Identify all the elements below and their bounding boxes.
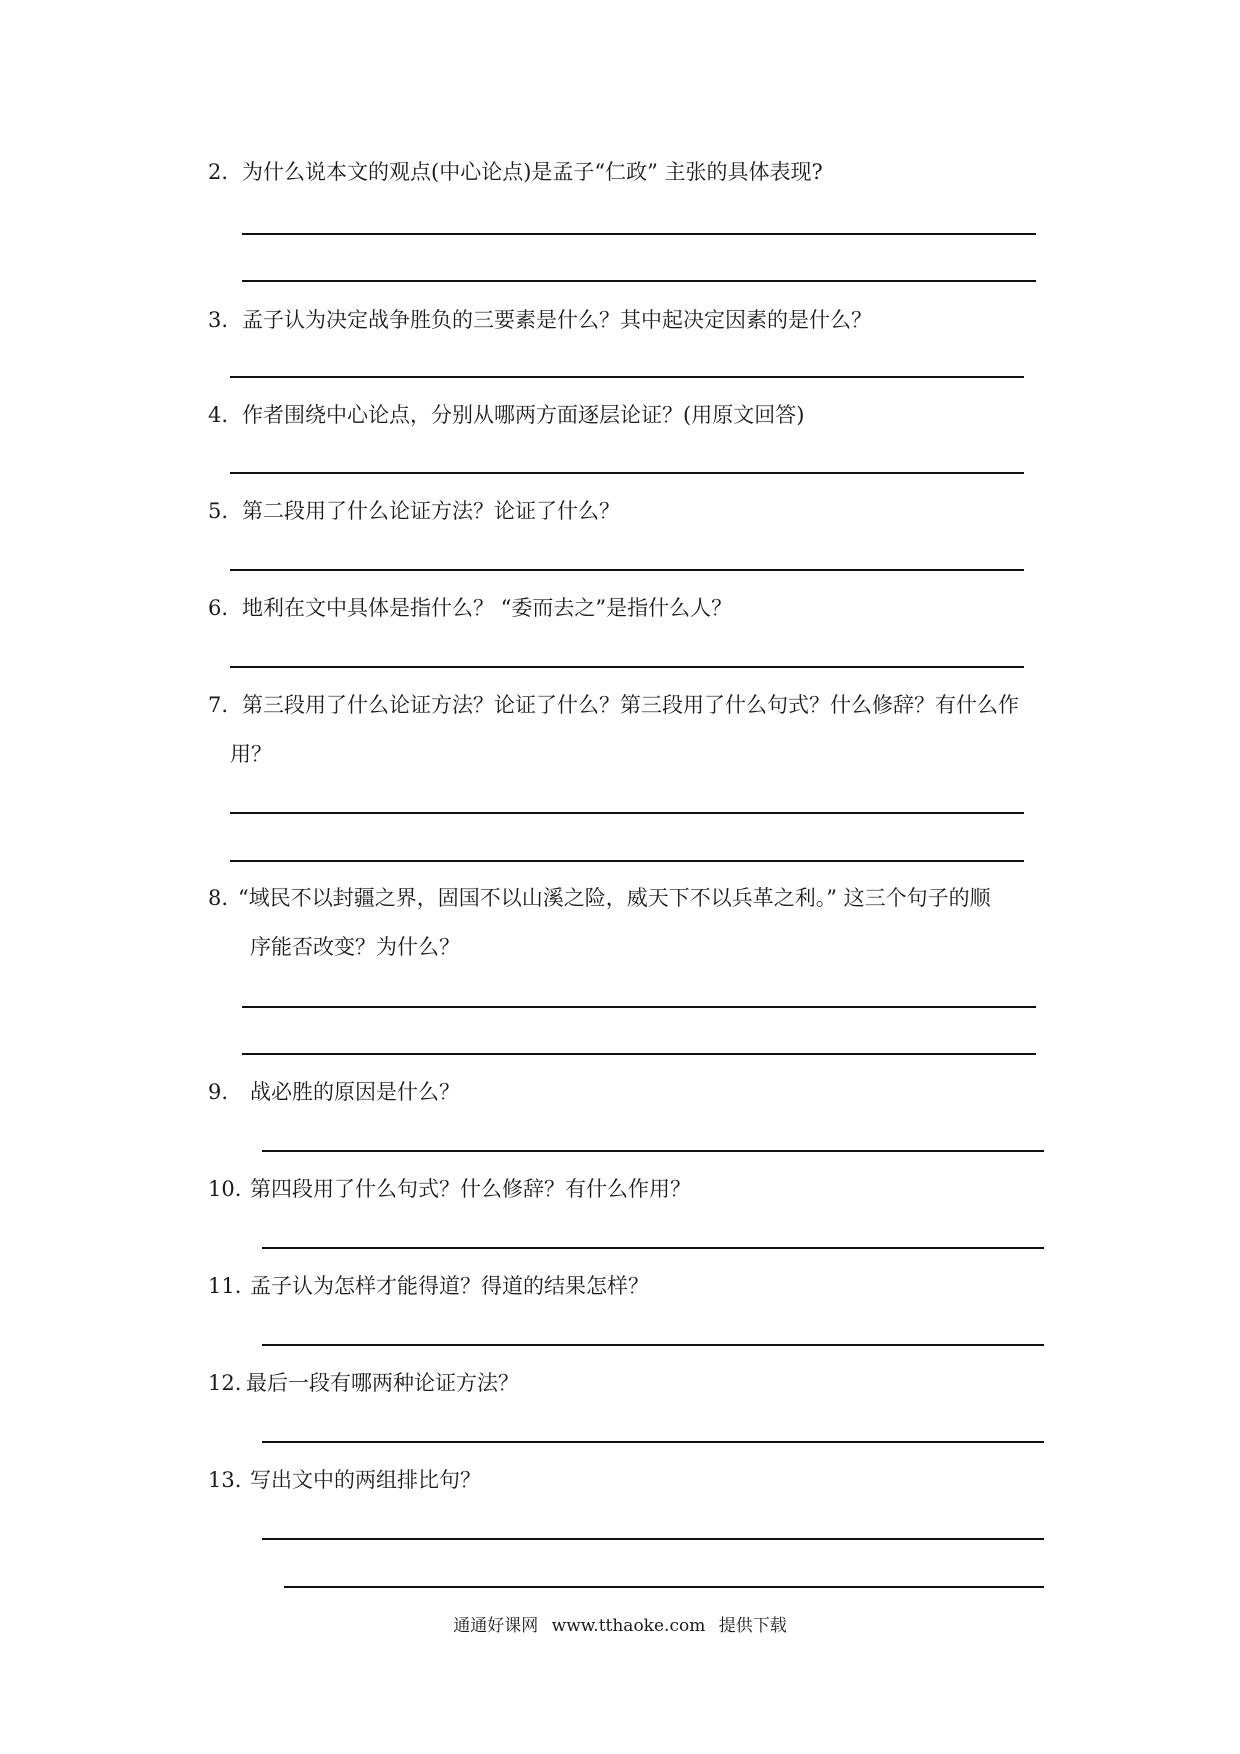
answer-line[interactable]: [242, 1053, 1036, 1055]
answer-line[interactable]: [230, 569, 1024, 571]
answer-line[interactable]: [242, 1006, 1036, 1008]
answer-line[interactable]: [262, 1344, 1044, 1346]
footer-url[interactable]: www.tthaoke.com: [551, 1616, 706, 1636]
answer-line[interactable]: [230, 472, 1024, 474]
answer-line[interactable]: [284, 1586, 1044, 1588]
question-text: 孟子认为决定战争胜负的三要素是什么？其中起决定因素的是什么？: [242, 308, 872, 332]
page-footer: [0, 1611, 1240, 1641]
question-text: 写出文中的两组排比句？: [250, 1468, 481, 1492]
footer-site-name: 通通好课网: [453, 1616, 539, 1636]
question-8: [208, 874, 991, 972]
answer-line[interactable]: [242, 280, 1036, 282]
question-text: 第四段用了什么句式？什么修辞？有什么作用？: [250, 1177, 691, 1201]
question-text: “域民不以封疆之界，固国不以山溪之险，威天下不以兵革之利。” 这三个句子的顺: [238, 886, 991, 910]
question-3: [208, 296, 872, 345]
answer-line[interactable]: [230, 666, 1024, 668]
question-text: 地利在文中具体是指什么？ “委而去之”是指什么人？: [242, 596, 733, 620]
question-number: 13.: [208, 1468, 242, 1492]
answer-line[interactable]: [230, 812, 1024, 814]
question-13: [208, 1456, 481, 1505]
question-10: [208, 1165, 691, 1214]
question-text: 孟子认为怎样才能得道？得道的结果怎样？: [250, 1274, 649, 1298]
question-2: [208, 148, 823, 197]
answer-line[interactable]: [262, 1247, 1044, 1249]
answer-line[interactable]: [262, 1538, 1044, 1540]
footer-suffix: 提供下载: [718, 1616, 787, 1636]
question-12: [208, 1359, 519, 1408]
answer-line[interactable]: [230, 860, 1024, 862]
question-number: 8.: [208, 886, 229, 910]
answer-line[interactable]: [262, 1150, 1044, 1152]
question-text: 第二段用了什么论证方法？论证了什么？: [242, 499, 620, 523]
question-text: 战必胜的原因是什么？: [250, 1080, 460, 1104]
question-number: 9.: [208, 1080, 229, 1104]
question-number: 6.: [208, 596, 229, 620]
question-number: 4.: [208, 403, 229, 427]
question-text-continued: 用？: [230, 742, 272, 766]
question-9: [208, 1068, 460, 1117]
question-7: [208, 681, 1019, 779]
question-6: [208, 584, 732, 633]
question-11: [208, 1262, 649, 1311]
question-number: 12.: [208, 1371, 242, 1395]
question-number: 2.: [208, 160, 229, 184]
answer-line[interactable]: [230, 376, 1024, 378]
question-text: 为什么说本文的观点(中心论点)是孟子“仁政” 主张的具体表现?: [242, 160, 823, 184]
answer-line[interactable]: [242, 233, 1036, 235]
question-number: 11.: [208, 1274, 242, 1298]
question-text-continued: 序能否改变？为什么？: [250, 935, 460, 959]
question-number: 5.: [208, 499, 229, 523]
question-text: 最后一段有哪两种论证方法？: [246, 1371, 519, 1395]
question-5: [208, 487, 620, 536]
answer-line[interactable]: [262, 1441, 1044, 1443]
question-number: 7.: [208, 693, 229, 717]
question-text: 第三段用了什么论证方法？论证了什么？第三段用了什么句式？什么修辞？有什么作: [242, 693, 1019, 717]
question-text: 作者围绕中心论点，分别从哪两方面逐层论证？(用原文回答): [242, 403, 805, 427]
question-number: 10.: [208, 1177, 242, 1201]
question-number: 3.: [208, 308, 229, 332]
question-4: [208, 391, 804, 440]
